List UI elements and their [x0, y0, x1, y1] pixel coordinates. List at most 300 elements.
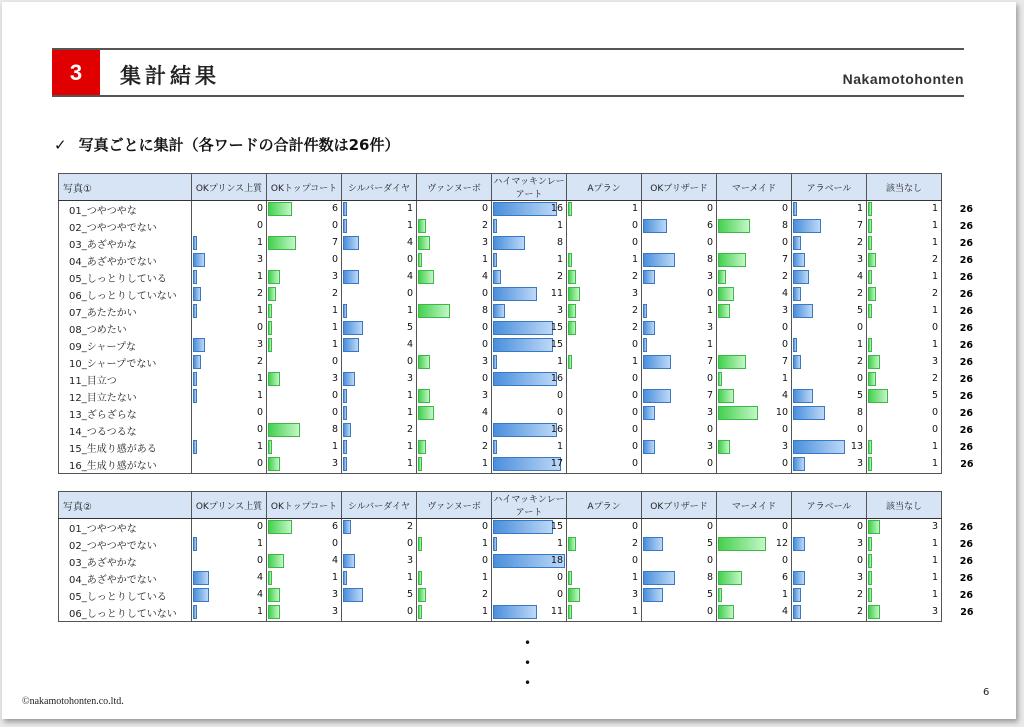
data-bar	[793, 236, 801, 250]
data-cell	[867, 320, 942, 337]
cell-value: 0	[256, 322, 263, 333]
row-label: 10_シャープでない	[59, 354, 192, 371]
cell-value: 1	[631, 572, 638, 583]
data-cell	[192, 536, 267, 553]
data-cell	[717, 553, 792, 570]
data-cell	[492, 439, 567, 456]
data-bar	[193, 236, 197, 250]
data-bar	[643, 219, 667, 233]
cell-value: 4	[481, 271, 488, 282]
data-cell	[867, 201, 942, 219]
cell-value: 0	[406, 288, 413, 299]
table-row	[59, 519, 976, 537]
data-cell	[342, 218, 417, 235]
data-bar	[193, 304, 197, 318]
data-bar	[268, 554, 284, 568]
row-total: 26	[959, 374, 973, 385]
data-cell	[492, 553, 567, 570]
row-total: 26	[959, 221, 973, 232]
cell-value: 0	[631, 373, 638, 384]
data-cell	[867, 269, 942, 286]
table-row	[59, 269, 976, 286]
column-header: OKトップコート	[267, 492, 342, 519]
data-cell	[492, 303, 567, 320]
data-cell	[792, 422, 867, 439]
cell-value: 1	[406, 458, 413, 469]
row-label: 05_しっとりしている	[59, 269, 192, 286]
data-cell	[492, 536, 567, 553]
cell-value: 4	[256, 589, 263, 600]
data-bar	[343, 321, 363, 335]
data-bar	[268, 520, 292, 534]
data-bar	[643, 355, 671, 369]
cell-value: 0	[706, 521, 713, 532]
data-cell	[717, 269, 792, 286]
data-cell	[267, 456, 342, 474]
data-cell	[792, 269, 867, 286]
data-cell	[642, 371, 717, 388]
cell-value: 15	[550, 521, 563, 532]
data-cell	[417, 456, 492, 474]
results-table-photo-1	[58, 173, 976, 474]
data-cell	[642, 388, 717, 405]
data-cell	[342, 405, 417, 422]
data-cell	[867, 536, 942, 553]
data-bar	[793, 406, 825, 420]
data-cell	[792, 371, 867, 388]
row-total: 26	[959, 539, 973, 550]
cell-value: 0	[331, 254, 338, 265]
data-cell	[792, 604, 867, 622]
data-cell	[492, 388, 567, 405]
cell-value: 16	[550, 203, 563, 214]
cell-value: 0	[256, 220, 263, 231]
cell-value: 0	[256, 424, 263, 435]
cell-value: 1	[556, 220, 563, 231]
data-cell	[717, 201, 792, 219]
cell-value: 4	[256, 572, 263, 583]
data-cell	[792, 252, 867, 269]
data-cell	[492, 286, 567, 303]
table-row	[59, 536, 976, 553]
data-cell	[567, 439, 642, 456]
data-cell	[192, 604, 267, 622]
cell-value: 2	[481, 441, 488, 452]
cell-value: 3	[931, 356, 938, 367]
page-number: 6	[983, 687, 990, 698]
cell-value: 5	[406, 589, 413, 600]
data-bar	[793, 389, 813, 403]
row-total: 26	[959, 573, 973, 584]
row-total: 26	[959, 255, 973, 266]
data-cell	[792, 286, 867, 303]
data-bar	[418, 537, 422, 551]
data-bar	[793, 270, 809, 284]
data-cell	[342, 320, 417, 337]
cell-value: 1	[331, 322, 338, 333]
row-label: 02_つやつやでない	[59, 218, 192, 235]
cell-value: 2	[781, 271, 788, 282]
data-cell	[792, 405, 867, 422]
cell-value: 1	[256, 373, 263, 384]
cell-value: 18	[550, 555, 563, 566]
data-cell	[717, 405, 792, 422]
data-bar	[718, 270, 726, 284]
data-cell	[567, 388, 642, 405]
data-cell	[717, 519, 792, 537]
data-bar	[568, 287, 580, 301]
data-bar	[343, 588, 363, 602]
cell-value: 0	[631, 441, 638, 452]
cell-value: 0	[631, 407, 638, 418]
cell-value: 3	[781, 441, 788, 452]
column-header: Aプラン	[567, 492, 642, 519]
data-cell	[417, 235, 492, 252]
cell-value: 3	[481, 237, 488, 248]
row-total: 26	[959, 408, 973, 419]
data-cell	[492, 570, 567, 587]
data-cell	[717, 388, 792, 405]
cell-value: 1	[256, 606, 263, 617]
data-cell	[267, 519, 342, 537]
data-cell	[342, 269, 417, 286]
data-bar	[268, 457, 280, 471]
data-bar	[643, 406, 655, 420]
data-cell	[342, 439, 417, 456]
table-row	[59, 303, 976, 320]
cell-value: 0	[406, 538, 413, 549]
cell-value: 3	[481, 356, 488, 367]
cell-value: 2	[856, 589, 863, 600]
column-header: ヴァンヌーボ	[417, 492, 492, 519]
cell-value: 4	[481, 407, 488, 418]
cell-value: 3	[706, 322, 713, 333]
data-bar	[418, 219, 426, 233]
cell-value: 0	[331, 538, 338, 549]
data-bar	[493, 219, 497, 233]
row-label: 01_つやつやな	[59, 201, 192, 219]
data-bar	[643, 253, 675, 267]
data-cell	[492, 320, 567, 337]
cell-value: 7	[781, 356, 788, 367]
data-cell	[417, 320, 492, 337]
cell-value: 2	[931, 288, 938, 299]
cell-value: 10	[775, 407, 788, 418]
data-cell	[492, 201, 567, 219]
cell-value: 0	[706, 288, 713, 299]
row-label: 16_生成り感がない	[59, 456, 192, 474]
cell-value: 3	[631, 589, 638, 600]
data-cell	[642, 235, 717, 252]
data-cell	[192, 337, 267, 354]
data-cell	[792, 553, 867, 570]
table-header-row	[59, 174, 976, 201]
column-header: アラベール	[792, 492, 867, 519]
data-bar	[493, 440, 497, 454]
data-cell	[867, 218, 942, 235]
cell-value: 0	[556, 589, 563, 600]
data-bar	[793, 304, 813, 318]
cell-value: 0	[331, 390, 338, 401]
data-cell	[192, 303, 267, 320]
cell-value: 1	[481, 458, 488, 469]
data-bar	[568, 355, 572, 369]
data-bar	[268, 423, 300, 437]
data-cell	[417, 422, 492, 439]
data-bar	[418, 389, 430, 403]
cell-value: 3	[781, 305, 788, 316]
data-bar	[343, 219, 347, 233]
cell-value: 0	[406, 254, 413, 265]
data-bar	[793, 457, 805, 471]
data-cell	[417, 536, 492, 553]
subheading	[54, 134, 399, 155]
cell-value: 0	[256, 458, 263, 469]
cell-value: 2	[931, 373, 938, 384]
column-header: アラベール	[792, 174, 867, 201]
row-label: 04_あざやかでない	[59, 570, 192, 587]
cell-value: 5	[706, 589, 713, 600]
data-cell	[192, 587, 267, 604]
cell-value: 3	[706, 407, 713, 418]
data-cell	[792, 587, 867, 604]
cell-value: 1	[331, 305, 338, 316]
cell-value: 0	[631, 521, 638, 532]
cell-value: 1	[556, 538, 563, 549]
data-bar	[793, 588, 801, 602]
data-cell	[417, 337, 492, 354]
row-label: 09_シャープな	[59, 337, 192, 354]
data-bar	[493, 423, 557, 437]
cell-value: 1	[556, 441, 563, 452]
cell-value: 0	[556, 390, 563, 401]
table-row	[59, 405, 976, 422]
cell-value: 2	[481, 589, 488, 600]
data-bar	[718, 537, 766, 551]
data-cell	[192, 354, 267, 371]
data-cell	[792, 456, 867, 474]
data-bar	[343, 270, 359, 284]
cell-value: 16	[550, 373, 563, 384]
data-cell	[492, 235, 567, 252]
data-cell	[642, 354, 717, 371]
data-bar	[268, 605, 280, 619]
row-total: 26	[959, 590, 973, 601]
cell-value: 3	[706, 271, 713, 282]
cell-value: 0	[781, 203, 788, 214]
data-cell	[867, 422, 942, 439]
total-header-blank	[942, 174, 976, 201]
data-bar	[418, 236, 430, 250]
cell-value: 2	[631, 305, 638, 316]
cell-value: 0	[481, 521, 488, 532]
data-cell	[267, 218, 342, 235]
table-header-row	[59, 492, 976, 519]
data-bar	[793, 355, 801, 369]
total-header-blank	[942, 492, 976, 519]
cell-value: 0	[481, 339, 488, 350]
cell-value: 3	[856, 538, 863, 549]
data-cell	[717, 570, 792, 587]
data-bar	[343, 554, 355, 568]
row-label: 03_あざやかな	[59, 235, 192, 252]
data-bar	[493, 338, 553, 352]
data-bar	[418, 355, 430, 369]
data-cell	[792, 201, 867, 219]
data-cell	[567, 587, 642, 604]
data-bar	[868, 202, 872, 216]
cell-value: 0	[481, 373, 488, 384]
cell-value: 1	[706, 339, 713, 350]
data-cell	[192, 439, 267, 456]
data-cell	[192, 218, 267, 235]
cell-value: 1	[256, 441, 263, 452]
cell-value: 0	[631, 390, 638, 401]
data-cell	[417, 604, 492, 622]
table-row	[59, 354, 976, 371]
data-cell	[342, 388, 417, 405]
data-cell	[792, 218, 867, 235]
table-title: 写真②	[59, 492, 192, 519]
data-cell	[342, 235, 417, 252]
cell-value: 8	[481, 305, 488, 316]
data-cell	[642, 218, 717, 235]
data-cell	[342, 286, 417, 303]
data-bar	[643, 588, 663, 602]
data-cell	[417, 218, 492, 235]
column-header: マーメイド	[717, 492, 792, 519]
data-bar	[193, 440, 197, 454]
data-cell	[792, 235, 867, 252]
data-cell	[492, 405, 567, 422]
cell-value: 1	[931, 271, 938, 282]
data-cell	[642, 252, 717, 269]
cell-value: 0	[406, 606, 413, 617]
data-bar	[718, 219, 750, 233]
data-cell	[342, 252, 417, 269]
data-cell	[342, 354, 417, 371]
data-bar	[343, 236, 359, 250]
data-bar	[568, 588, 580, 602]
data-bar	[268, 321, 272, 335]
column-header: マーメイド	[717, 174, 792, 201]
data-cell	[267, 252, 342, 269]
data-bar	[793, 338, 797, 352]
cell-value: 7	[331, 237, 338, 248]
cell-value: 0	[856, 555, 863, 566]
data-bar	[343, 304, 347, 318]
data-cell	[867, 252, 942, 269]
data-cell	[867, 235, 942, 252]
data-bar	[493, 372, 557, 386]
data-cell	[492, 354, 567, 371]
data-cell	[417, 587, 492, 604]
copyright: ©nakamotohonten.co.ltd.	[22, 696, 124, 707]
data-cell	[417, 286, 492, 303]
data-bar	[193, 571, 209, 585]
subheading-text: 写真ごとに集計（各ワードの合計件数は26件）	[78, 136, 400, 154]
cell-value: 6	[331, 203, 338, 214]
data-cell	[192, 553, 267, 570]
data-cell	[717, 320, 792, 337]
data-bar	[793, 605, 801, 619]
cell-value: 1	[406, 407, 413, 418]
data-bar	[868, 304, 872, 318]
data-cell	[417, 371, 492, 388]
cell-value: 3	[331, 271, 338, 282]
cell-value: 1	[931, 589, 938, 600]
cell-value: 3	[256, 254, 263, 265]
cell-value: 5	[931, 390, 938, 401]
cell-value: 1	[931, 220, 938, 231]
data-bar	[868, 537, 872, 551]
data-cell	[867, 354, 942, 371]
cell-value: 1	[931, 203, 938, 214]
cell-value: 8	[706, 254, 713, 265]
row-total: 26	[959, 203, 973, 215]
cell-value: 2	[856, 606, 863, 617]
cell-value: 1	[931, 572, 938, 583]
cell-value: 0	[481, 322, 488, 333]
cell-value: 1	[631, 356, 638, 367]
data-cell	[867, 337, 942, 354]
data-cell	[717, 235, 792, 252]
data-cell	[867, 570, 942, 587]
data-cell	[642, 553, 717, 570]
data-bar	[343, 406, 347, 420]
cell-value: 0	[631, 458, 638, 469]
cell-value: 0	[556, 572, 563, 583]
cell-value: 1	[781, 373, 788, 384]
data-cell	[867, 371, 942, 388]
data-bar	[568, 537, 576, 551]
table-row	[59, 320, 976, 337]
row-total: 26	[959, 556, 973, 567]
cell-value: 0	[856, 373, 863, 384]
data-cell	[867, 405, 942, 422]
cell-value: 0	[256, 521, 263, 532]
cell-value: 15	[550, 339, 563, 350]
cell-value: 2	[856, 288, 863, 299]
data-bar	[268, 304, 272, 318]
cell-value: 0	[781, 237, 788, 248]
data-cell	[267, 570, 342, 587]
data-bar	[643, 270, 655, 284]
data-bar	[868, 355, 880, 369]
data-bar	[868, 588, 872, 602]
cell-value: 8	[706, 572, 713, 583]
cell-value: 1	[256, 271, 263, 282]
data-cell	[417, 201, 492, 219]
slide	[2, 2, 1016, 719]
row-total: 26	[959, 306, 973, 317]
cell-value: 2	[406, 521, 413, 532]
cell-value: 4	[406, 237, 413, 248]
data-cell	[192, 286, 267, 303]
data-bar	[718, 440, 730, 454]
row-label: 05_しっとりしている	[59, 587, 192, 604]
data-cell	[192, 519, 267, 537]
cell-value: 1	[256, 538, 263, 549]
table-row	[59, 439, 976, 456]
data-cell	[567, 235, 642, 252]
cell-value: 0	[706, 458, 713, 469]
data-bar	[343, 372, 355, 386]
cell-value: 1	[406, 220, 413, 231]
cell-value: 0	[331, 407, 338, 418]
cell-value: 4	[331, 555, 338, 566]
data-cell	[417, 553, 492, 570]
